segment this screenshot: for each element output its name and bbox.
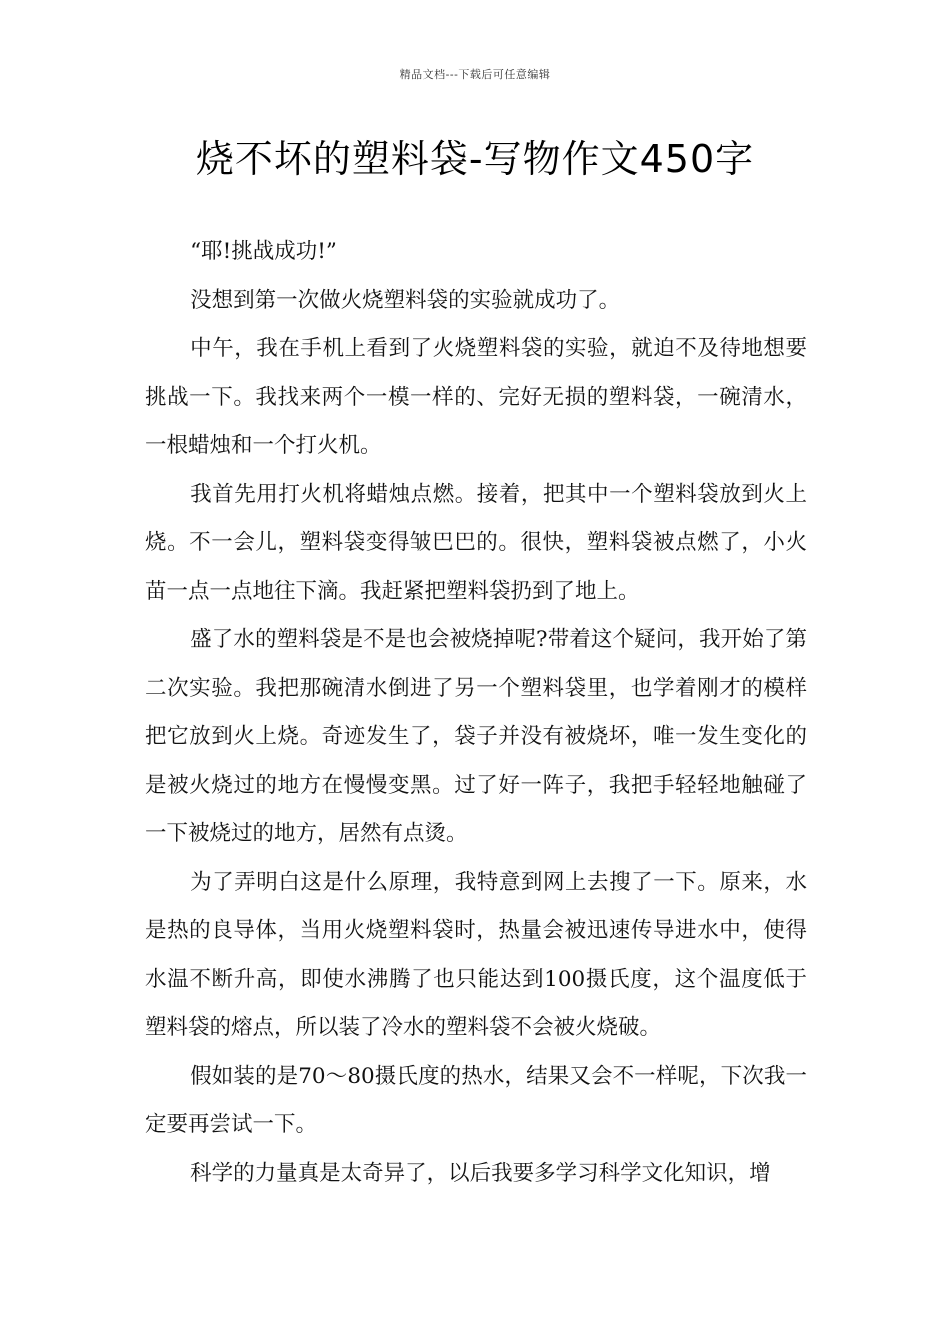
paragraph: 盛了水的塑料袋是不是也会被烧掉呢?带着这个疑问，我开始了第二次实验。我把那碗清水倒进了另一个塑料袋里，也学着刚才的模样把它放到火上烧。奇迹发生了，袋子并没有被烧坏，唯一发生变化的是被火烧过的地方在慢慢变黑。过了好一阵子，我把手轻轻地触碰了一下被烧过的地方，居然有点烫。 [145, 627, 807, 846]
document-body [145, 228, 807, 1198]
paragraph: 为了弄明白这是什么原理，我特意到网上去搜了一下。原来，水是热的良导体，当用火烧塑料袋时，热量会被迅速传导进水中，使得水温不断升高，即使水沸腾了也只能达到100摄氏度，这个温度低于塑料袋的熔点，所以装了冷水的塑料袋不会被火烧破。 [145, 869, 807, 1040]
paragraph: 科学的力量真是太奇异了，以后我要多学习科学文化知识，增 [190, 1160, 771, 1186]
page-header-note: 精品文档---下载后可任意编辑 [399, 68, 551, 81]
paragraph: 没想到第一次做火烧塑料袋的实验就成功了。 [190, 287, 621, 313]
document-title: 烧不坏的塑料袋-写物作文450字 [195, 137, 755, 181]
paragraph: 中午，我在手机上看到了火烧塑料袋的实验，就迫不及待地想要挑战一下。我找来两个一模一样的、完好无损的塑料袋，一碗清水，一根蜡烛和一个打火机。 [145, 336, 807, 458]
paragraph: 我首先用打火机将蜡烛点燃。接着，把其中一个塑料袋放到火上烧。不一会儿，塑料袋变得皱巴巴的。很快，塑料袋被点燃了，小火苗一点一点地往下滴。我赶紧把塑料袋扔到了地上。 [145, 481, 807, 604]
paragraph: “耶!挑战成功!” [190, 239, 337, 264]
paragraph: 假如装的是70～80摄氏度的热水，结果又会不一样呢，下次我一定要再尝试一下。 [145, 1063, 807, 1137]
